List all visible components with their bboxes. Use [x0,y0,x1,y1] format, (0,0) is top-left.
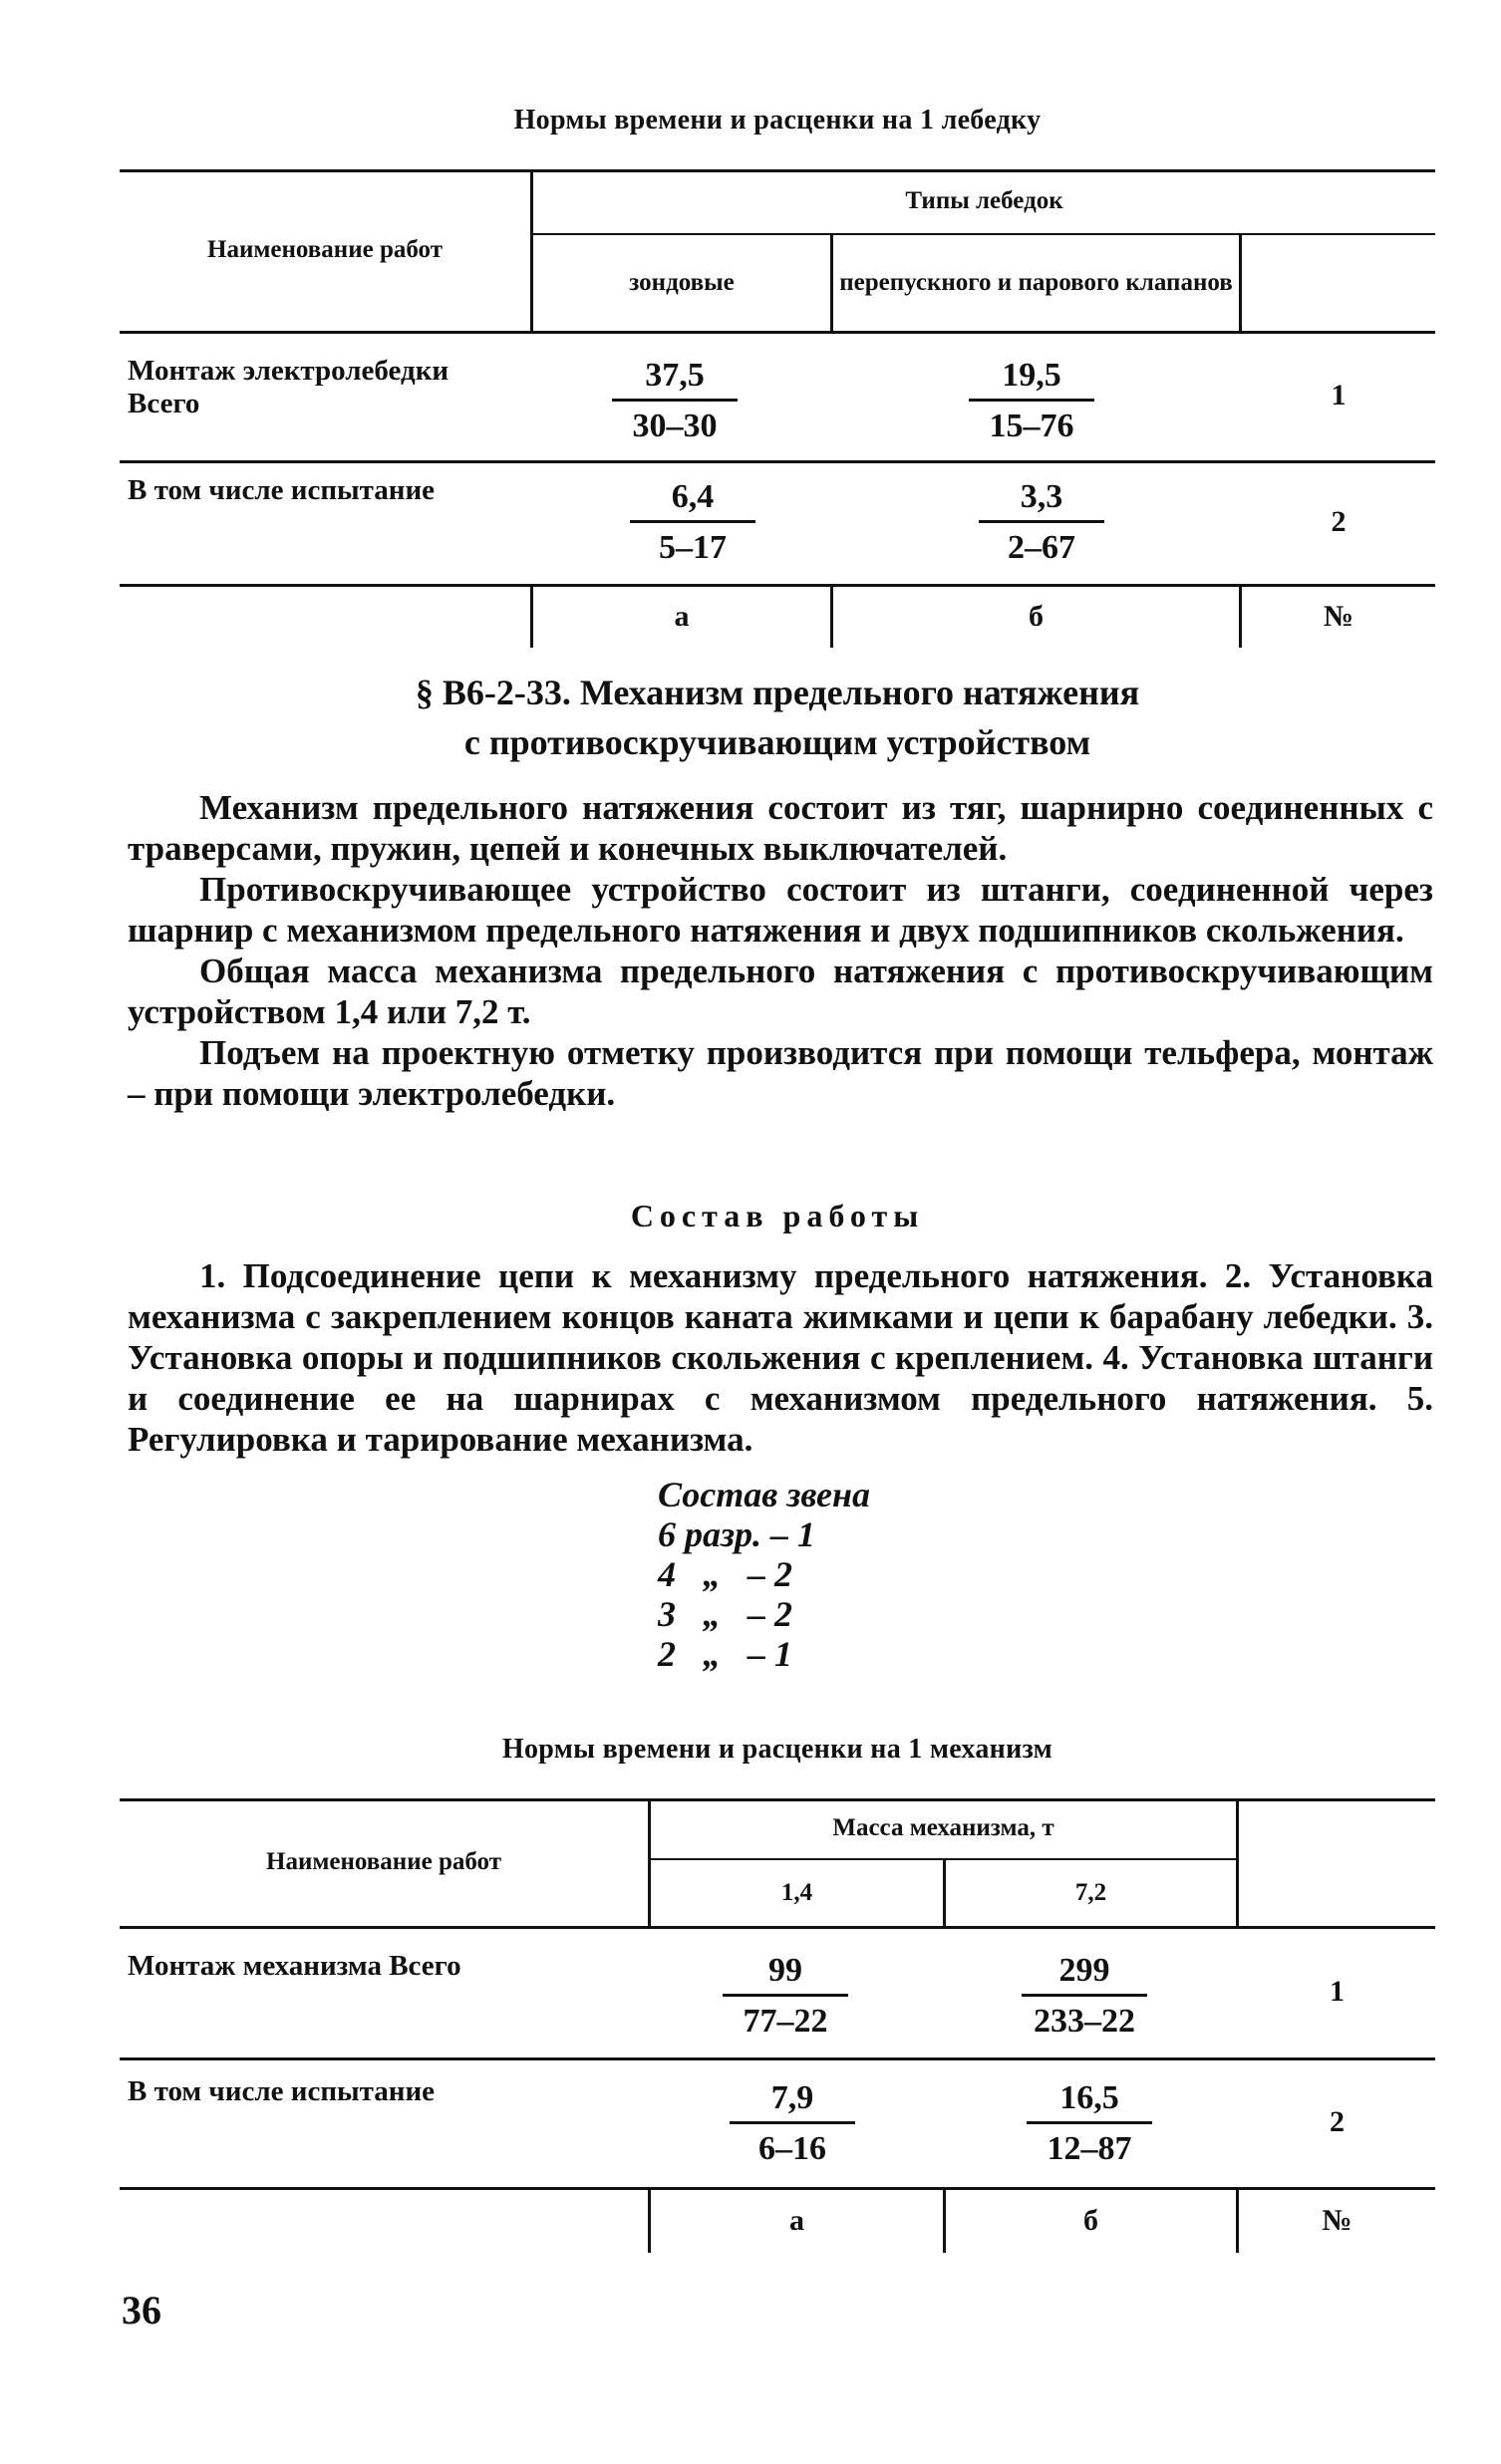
table2-row1-a-rate: 77–22 [743,2003,828,2040]
section-paragraph-2: Противоскручивающее устройство состоит из штанги, соединенной через шарнир с механизмом предельного натяжения и двух подшипников скольжения. [128,870,1433,950]
table2-row2-a-norm: 7,9 [730,2081,855,2124]
crew-row: 2 „ – 1 [658,1634,792,1674]
table2-row2-b-norm: 16,5 [1027,2081,1152,2124]
table1-footer-a: а [674,599,690,633]
table2-subheader-b: 7,2 [1074,1878,1107,1906]
page-number: 36 [122,2288,161,2332]
table2-row2-no: 2 [1330,2104,1345,2138]
table1-subheader-a: зондовые [629,268,735,296]
table2-row1-label: Монтаж механизма Всего [128,1950,461,1982]
table1-row2-label: В том числе испытание [128,474,436,506]
table2-subheader-a: 1,4 [780,1878,813,1906]
table1-row1-b-rate: 15–76 [989,408,1074,444]
table1-row2-no: 2 [1331,504,1347,538]
table1-vline-b [1239,233,1242,331]
table2 [120,1798,1435,2255]
table1-row1-a-norm: 37,5 [612,359,738,402]
table2-row-rule [120,2057,1435,2060]
table2-row1-no: 1 [1330,1974,1345,2008]
crew-row: 3 „ – 2 [658,1594,792,1634]
table1-row2-a-norm: 6,4 [630,480,755,523]
table1-caption: Нормы времени и расценки на 1 лебедку [513,105,1042,136]
section-paragraph-4: Подъем на проектную отметку производится при помощи тельфера, монтаж – при помощи электролебедки. [128,1033,1433,1113]
table1-row1-no: 1 [1331,378,1347,411]
section-title-line2: с противоскручивающим устройством [463,722,1091,762]
table1-row1-label: Монтаж электролебедки Всего [128,355,450,420]
table1-row1-a [612,359,738,443]
table2-group-header: Масса механизма, т [832,1813,1054,1841]
table2-caption: Нормы времени и расценки на 1 механизм [501,1734,1053,1765]
table1-row2-a-rate: 5–17 [659,529,727,566]
table2-row2-b [1027,2081,1152,2166]
table1 [120,169,1435,648]
table2-vline-b [1236,1798,1239,1926]
section-paragraph-3: Общая масса механизма предельного натяжения с противоскручивающим устройством 1,4 или 7,2 т. [128,952,1433,1031]
work-composition-title: Состав работы [630,1198,925,1233]
table2-row2-a [730,2081,855,2166]
table2-footer-no: № [1322,2203,1352,2237]
table2-row1-b-norm: 299 [1022,1954,1147,1997]
table2-row1-a [723,1954,848,2039]
table1-row2-b-norm: 3,3 [979,480,1104,523]
section-paragraph-1: Механизм предельного натяжения состоит из тяг, шарнирно соединенных с траверсами, пружин, цепей и конечных выключателей. [128,788,1433,868]
table1-header-rule [120,331,1435,334]
crew-row: 4 „ – 2 [658,1554,792,1594]
table1-footer-no: № [1323,599,1354,633]
table2-header-rule [120,1926,1435,1929]
crew-composition [658,1475,917,1674]
table2-row1-a-norm: 99 [723,1954,848,1997]
table2-footer-b: б [1083,2203,1098,2237]
table1-row1-a-rate: 30–30 [632,408,718,444]
table1-row-rule [120,460,1435,463]
crew-title: Состав звена [658,1475,870,1514]
table2-row1-b-rate: 233–22 [1034,2003,1135,2040]
table1-group-header: Типы лебедок [905,186,1063,214]
table1-row2-a [630,480,755,565]
work-composition-text: 1. Подсоединение цепи к механизму предельного натяжения. 2. Установка механизма с закреплением концов каната жимками и цепи к барабану лебедки. 3. Установка опоры и подшипников скольжения с креплением. 4. Установка штанги и соединение ее на шарнирах с механизмом предельного натяжения. 5. Регулировка и тарирование механизма. [128,1256,1433,1459]
table1-row1-b [969,359,1094,443]
table2-footer-a: а [789,2203,804,2237]
table2-row2-label: В том числе испытание [128,2075,436,2107]
table1-row2-b-rate: 2–67 [1008,529,1075,566]
table1-subheader-b: перепускного и парового клапанов [839,268,1233,296]
table2-row2-b-rate: 12–87 [1047,2130,1132,2167]
table2-row2-a-rate: 6–16 [758,2130,826,2167]
table2-name-header: Наименование работ [266,1847,501,1875]
section-description [128,787,1433,1114]
table1-row1-b-norm: 19,5 [969,359,1094,402]
table1-footer-b: б [1029,599,1044,633]
work-composition [128,1255,1433,1460]
crew-row: 6 разр. – 1 [658,1514,816,1554]
table1-name-header: Наименование работ [207,235,443,263]
section-title-line1: § В6-2-33. Механизм предельного натяжения [415,673,1140,712]
table1-row2-b [979,480,1104,565]
table2-row1-b [1022,1954,1147,2039]
